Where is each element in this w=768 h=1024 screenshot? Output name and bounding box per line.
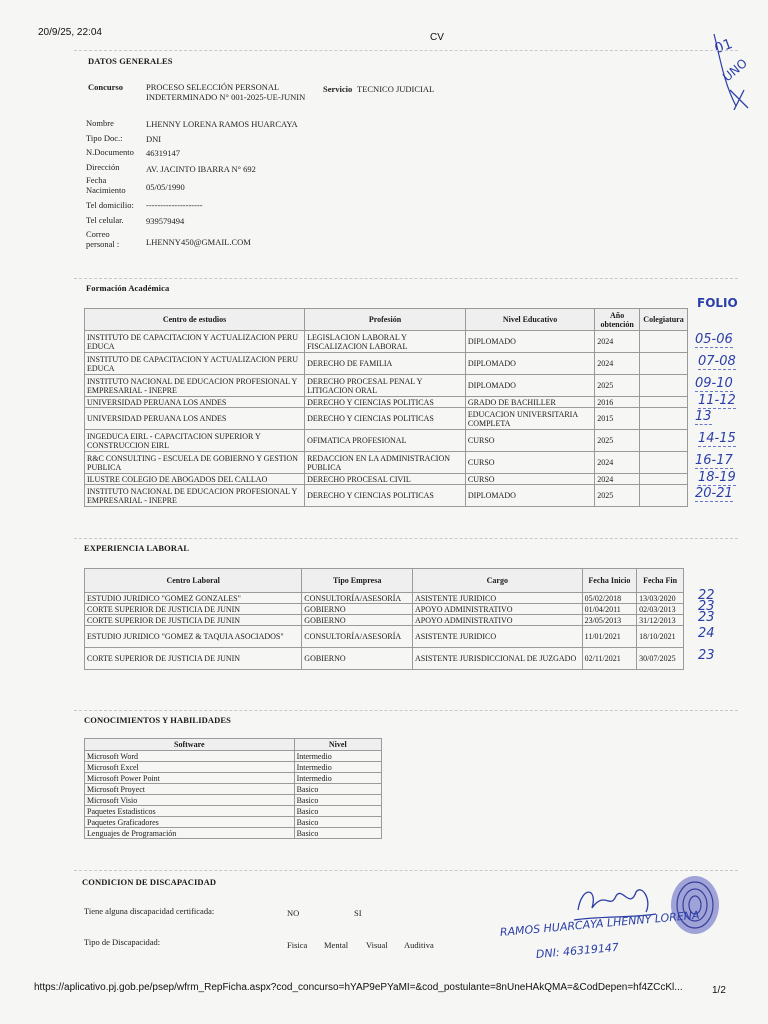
- signature-name: RAMOS HUARCAYA LHENNY LORENA: [499, 908, 701, 939]
- nivel-educativo-cell: GRADO DE BACHILLER: [465, 397, 594, 408]
- colegiatura-cell: [640, 353, 688, 375]
- folio-annotation: 23: [698, 609, 715, 625]
- anio-cell: 2024: [595, 474, 640, 485]
- tipo-doc-value: DNI: [146, 134, 162, 144]
- software-cell: Microsoft Visio: [85, 795, 295, 806]
- nivel-educativo-cell: CURSO: [465, 430, 594, 452]
- colegiatura-cell: [640, 408, 688, 430]
- experiencia-row: [85, 615, 684, 626]
- nombre-value: LHENNY LORENA RAMOS HUARCAYA: [146, 119, 298, 129]
- col-centro-estudios: Centro de estudios: [85, 309, 305, 331]
- colegiatura-cell: [640, 452, 688, 474]
- nivel-educativo-cell: CURSO: [465, 474, 594, 485]
- experiencia-row: [85, 593, 684, 604]
- signature-dni: DNI: 46319147: [535, 940, 620, 961]
- formacion-table: [84, 308, 688, 507]
- profesion-cell: DERECHO Y CIENCIAS POLITICAS: [305, 397, 466, 408]
- software-row: [85, 784, 382, 795]
- formacion-row: [85, 408, 688, 430]
- colegiatura-cell: [640, 397, 688, 408]
- servicio-label: Servicio: [323, 84, 353, 94]
- correo-value: LHENNY450@GMAIL.COM: [146, 237, 251, 247]
- profesion-cell: DERECHO Y CIENCIAS POLITICAS: [305, 408, 466, 430]
- tipo-mental: Mental: [324, 940, 349, 950]
- datos-generales-title: DATOS GENERALES: [88, 56, 173, 66]
- profesion-cell: OFIMATICA PROFESIONAL: [305, 430, 466, 452]
- formacion-rows: [85, 331, 688, 507]
- formacion-row: [85, 353, 688, 375]
- software-cell: Microsoft Word: [85, 751, 295, 762]
- tipo-visual: Visual: [366, 940, 388, 950]
- fecha-fin-cell: 30/07/2025: [637, 648, 684, 670]
- nivel-educativo-cell: CURSO: [465, 452, 594, 474]
- fecha-nacimiento-value: 05/05/1990: [146, 182, 185, 192]
- formacion-row: [85, 430, 688, 452]
- formacion-row: [85, 474, 688, 485]
- experiencia-row: [85, 626, 684, 648]
- nivel-cell: Basico: [294, 828, 381, 839]
- tel-domicilio-label: Tel domicilio:: [86, 200, 134, 210]
- nivel-cell: Intermedio: [294, 751, 381, 762]
- anio-cell: 2016: [595, 397, 640, 408]
- anio-cell: 2025: [595, 430, 640, 452]
- cargo-cell: APOYO ADMINISTRATIVO: [412, 604, 582, 615]
- centro-estudios-cell: UNIVERSIDAD PERUANA LOS ANDES: [85, 408, 305, 430]
- tel-domicilio-value: --------------------: [146, 200, 203, 210]
- software-cell: Microsoft Proyect: [85, 784, 295, 795]
- option-si: SI: [354, 908, 362, 918]
- fecha-inicio-cell: 05/02/2018: [582, 593, 637, 604]
- profesion-cell: DERECHO PROCESAL PENAL Y LITIGACION ORAL: [305, 375, 466, 397]
- software-row: [85, 773, 382, 784]
- col-fecha-inicio: Fecha Inicio: [582, 569, 637, 593]
- folio-annotation: 11-12: [698, 392, 736, 408]
- profesion-cell: DERECHO DE FAMILIA: [305, 353, 466, 375]
- direccion-value: AV. JACINTO IBARRA N° 692: [146, 164, 256, 174]
- fecha-inicio-cell: 02/11/2021: [582, 648, 637, 670]
- nivel-educativo-cell: DIPLOMADO: [465, 331, 594, 353]
- folio-annotation: 09-10: [695, 376, 733, 391]
- tipo-fisica: Fisica: [287, 940, 308, 950]
- anio-cell: 2025: [595, 485, 640, 507]
- formacion-title: Formación Académica: [86, 283, 170, 293]
- formacion-row: [85, 331, 688, 353]
- centro-laboral-cell: ESTUDIO JURIDICO "GOMEZ & TAQUIA ASOCIADOS": [85, 626, 302, 648]
- colegiatura-cell: [640, 375, 688, 397]
- software-cell: Paquetes Estadisticos: [85, 806, 295, 817]
- tipo-discapacidad-label: Tipo de Discapacidad:: [84, 937, 161, 947]
- discapacidad-question: Tiene alguna discapacidad certificada:: [84, 906, 215, 916]
- fecha-fin-cell: 02/03/2013: [637, 604, 684, 615]
- formacion-row: [85, 452, 688, 474]
- concurso-label: Concurso: [88, 82, 123, 92]
- fingerprint-icon: [668, 874, 722, 936]
- correo-label: Correo personal :: [86, 229, 120, 249]
- col-profesion: Profesión: [305, 309, 466, 331]
- tipo-empresa-cell: CONSULTORÍA/ASESORÍA: [302, 626, 413, 648]
- centro-estudios-cell: INSTITUTO DE CAPACITACION Y ACTUALIZACION PERU EDUCA: [85, 331, 305, 353]
- anio-cell: 2024: [595, 452, 640, 474]
- experiencia-table: [84, 568, 684, 670]
- folio-annotation: 23: [698, 598, 715, 614]
- colegiatura-cell: [640, 430, 688, 452]
- experiencia-rows: [85, 593, 684, 670]
- tipo-empresa-cell: GOBIERNO: [302, 615, 413, 626]
- centro-laboral-cell: CORTE SUPERIOR DE JUSTICIA DE JUNIN: [85, 604, 302, 615]
- folio-annotation: 07-08: [698, 354, 736, 369]
- stamp-number: 01: [712, 36, 735, 58]
- software-row: [85, 828, 382, 839]
- col-nivel: Nivel: [294, 739, 381, 751]
- fecha-inicio-cell: 23/05/2013: [582, 615, 637, 626]
- cargo-cell: ASISTENTE JURIDICO: [412, 593, 582, 604]
- nivel-cell: Basico: [294, 795, 381, 806]
- nivel-educativo-cell: DIPLOMADO: [465, 375, 594, 397]
- col-nivel-educativo: Nivel Educativo: [465, 309, 594, 331]
- software-row: [85, 817, 382, 828]
- fecha-fin-cell: 31/12/2013: [637, 615, 684, 626]
- folio-annotation: 18-19: [698, 469, 736, 485]
- centro-estudios-cell: INSTITUTO NACIONAL DE EDUCACION PROFESIONAL Y EMPRESARIAL - INEPRE: [85, 485, 305, 507]
- fecha-inicio-cell: 11/01/2021: [582, 626, 637, 648]
- centro-laboral-cell: ESTUDIO JURIDICO "GOMEZ GONZALES": [85, 593, 302, 604]
- option-no: NO: [287, 908, 300, 918]
- formacion-row: [85, 397, 688, 408]
- anio-cell: 2024: [595, 331, 640, 353]
- fecha-inicio-cell: 01/04/2011: [582, 604, 637, 615]
- formacion-row: [85, 485, 688, 507]
- tel-celular-label: Tel celular.: [86, 215, 124, 225]
- tipo-empresa-cell: GOBIERNO: [302, 648, 413, 670]
- folio-annotation: 22: [698, 587, 715, 603]
- experiencia-title: EXPERIENCIA LABORAL: [84, 543, 190, 553]
- software-cell: Lenguajes de Programación: [85, 828, 295, 839]
- print-datetime: 20/9/25, 22:04: [38, 27, 102, 38]
- nivel-cell: Basico: [294, 784, 381, 795]
- folio-annotation: 16-17: [695, 453, 733, 468]
- n-documento-label: N.Documento: [86, 147, 134, 157]
- centro-estudios-cell: INSTITUTO DE CAPACITACION Y ACTUALIZACION PERU EDUCA: [85, 353, 305, 375]
- nivel-educativo-cell: DIPLOMADO: [465, 485, 594, 507]
- profesion-cell: DERECHO PROCESAL CIVIL: [305, 474, 466, 485]
- col-cargo: Cargo: [412, 569, 582, 593]
- formacion-row: [85, 375, 688, 397]
- page-number: 1/2: [712, 985, 726, 996]
- stamp-word: UNO: [720, 56, 750, 85]
- discapacidad-title: CONDICION DE DISCAPACIDAD: [82, 877, 217, 887]
- fecha-fin-cell: 13/03/2020: [637, 593, 684, 604]
- software-row: [85, 762, 382, 773]
- centro-estudios-cell: R&C CONSULTING - ESCUELA DE GOBIERNO Y GESTION PUBLICA: [85, 452, 305, 474]
- col-anio: Año obtención: [595, 309, 640, 331]
- folio-annotation: 14-15: [698, 431, 736, 446]
- conocimientos-title: CONOCIMIENTOS Y HABILIDADES: [84, 715, 231, 725]
- centro-estudios-cell: ILUSTRE COLEGIO DE ABOGADOS DEL CALLAO: [85, 474, 305, 485]
- experiencia-row: [85, 604, 684, 615]
- nivel-cell: Intermedio: [294, 762, 381, 773]
- page-title: CV: [430, 32, 444, 43]
- folio-annotation: 23: [698, 648, 715, 663]
- nivel-cell: Intermedio: [294, 773, 381, 784]
- cargo-cell: ASISTENTE JURISDICCIONAL DE JUZGADO: [412, 648, 582, 670]
- folio-label: FOLIO: [697, 296, 738, 310]
- software-cell: Paquetes Graficadores: [85, 817, 295, 828]
- folio-annotation: 20-21: [695, 486, 733, 501]
- centro-estudios-cell: INGEDUCA EIRL - CAPACITACION SUPERIOR Y CONSTRUCCION EIRL: [85, 430, 305, 452]
- nivel-cell: Basico: [294, 806, 381, 817]
- nivel-educativo-cell: DIPLOMADO: [465, 353, 594, 375]
- col-software: Software: [85, 739, 295, 751]
- software-row: [85, 751, 382, 762]
- software-row: [85, 806, 382, 817]
- nombre-label: Nombre: [86, 118, 114, 128]
- conocimientos-table: [84, 738, 382, 839]
- profesion-cell: DERECHO Y CIENCIAS POLITICAS: [305, 485, 466, 507]
- col-centro-laboral: Centro Laboral: [85, 569, 302, 593]
- tipo-doc-label: Tipo Doc.:: [86, 133, 123, 143]
- tipo-empresa-cell: CONSULTORÍA/ASESORÍA: [302, 593, 413, 604]
- centro-laboral-cell: CORTE SUPERIOR DE JUSTICIA DE JUNIN: [85, 615, 302, 626]
- col-colegiatura: Colegiatura: [640, 309, 688, 331]
- folio-annotation: 05-06: [695, 332, 733, 347]
- colegiatura-cell: [640, 474, 688, 485]
- anio-cell: 2024: [595, 353, 640, 375]
- conocimientos-rows: [85, 751, 382, 839]
- cargo-cell: APOYO ADMINISTRATIVO: [412, 615, 582, 626]
- nivel-cell: Basico: [294, 817, 381, 828]
- servicio-value: TECNICO JUDICIAL: [357, 84, 435, 94]
- software-row: [85, 795, 382, 806]
- software-cell: Microsoft Power Point: [85, 773, 295, 784]
- direccion-label: Dirección: [86, 162, 120, 172]
- centro-estudios-cell: UNIVERSIDAD PERUANA LOS ANDES: [85, 397, 305, 408]
- fecha-nacimiento-label: Fecha Nacimiento: [86, 175, 126, 195]
- colegiatura-cell: [640, 331, 688, 353]
- experiencia-row: [85, 648, 684, 670]
- anio-cell: 2015: [595, 408, 640, 430]
- software-cell: Microsoft Excel: [85, 762, 295, 773]
- tel-celular-value: 939579494: [146, 216, 185, 226]
- profesion-cell: REDACCION EN LA ADMINISTRACION PUBLICA: [305, 452, 466, 474]
- centro-laboral-cell: CORTE SUPERIOR DE JUSTICIA DE JUNIN: [85, 648, 302, 670]
- cargo-cell: ASISTENTE JURIDICO: [412, 626, 582, 648]
- tipo-auditiva: Auditiva: [404, 940, 434, 950]
- col-tipo-empresa: Tipo Empresa: [302, 569, 413, 593]
- anio-cell: 2025: [595, 375, 640, 397]
- colegiatura-cell: [640, 485, 688, 507]
- concurso-value: PROCESO SELECCIÓN PERSONAL INDETERMINADO N° 001-2025-UE-JUNIN: [146, 82, 306, 102]
- col-fecha-fin: Fecha Fin: [637, 569, 684, 593]
- n-documento-value: 46319147: [146, 148, 180, 158]
- print-url[interactable]: https://aplicativo.pj.gob.pe/psep/wfrm_RepFicha.aspx?cod_concurso=hYAP9ePYaMI=&cod_postulante=8nUneHAkQMA=&CodDepen=hf4ZCcKl...: [34, 982, 683, 993]
- folio-annotation: 13: [695, 409, 712, 424]
- tipo-empresa-cell: GOBIERNO: [302, 604, 413, 615]
- centro-estudios-cell: INSTITUTO NACIONAL DE EDUCACION PROFESIONAL Y EMPRESARIAL - INEPRE: [85, 375, 305, 397]
- nivel-educativo-cell: EDUCACION UNIVERSITARIA COMPLETA: [465, 408, 594, 430]
- profesion-cell: LEGISLACION LABORAL Y FISCALIZACION LABORAL: [305, 331, 466, 353]
- fecha-fin-cell: 18/10/2021: [637, 626, 684, 648]
- folio-annotation: 24: [698, 626, 715, 641]
